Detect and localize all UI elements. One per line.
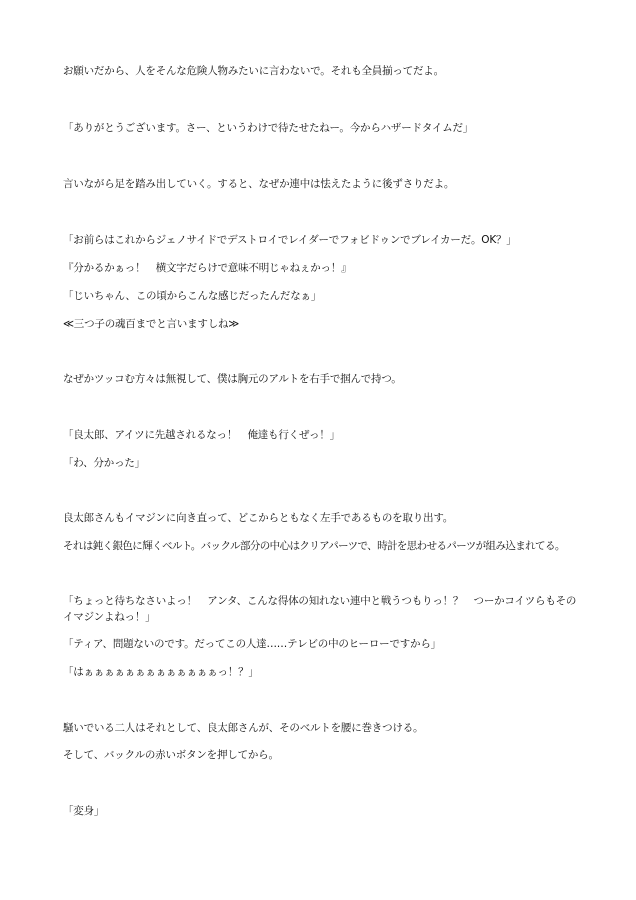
text-line: 「ありがとうございます。さー、というわけで待たせたねー。今からハザードタイムだ」 — [63, 122, 474, 134]
text-line: 「ちょっと待ちなさいよっ！ アンタ、こんな得体の知れない連中と戦うつもりっ！？ つーかコイツらもそのイマジンよねっ！」 — [63, 595, 577, 623]
text-line: ≪三つ子の魂百までと言いますしね≫ — [63, 318, 240, 330]
text-line: 良太郎さんもイマジンに向き直って、どこからともなく左手であるものを取り出す。 — [63, 512, 454, 524]
text-line: 言いながら足を踏み出していく。すると、なぜか連中は怯えたように後ずさりだよ。 — [63, 178, 455, 190]
text-line: そして、バックルの赤いボタンを押してから。 — [63, 749, 279, 761]
text-line: それは鈍く銀色に輝くベルト。バックル部分の中心はクリアパーツで、時計を思わせるパーツが組み込まれてる。 — [63, 540, 565, 552]
text-line: なぜかツッコむ方々は無視して、僕は胸元のアルトを右手で掴んで持つ。 — [63, 373, 402, 385]
text-line: 「はぁぁぁぁぁぁぁぁぁぁぁぁぁっ！？」 — [63, 666, 259, 678]
text-line: 「わ、分かった」 — [63, 457, 145, 469]
text-line: 「良太郎、アイツに先越されるなっ！ 俺達も行くぜっ！」 — [63, 429, 340, 441]
text-line: 「変身」 — [63, 805, 105, 817]
text-line: 騒いでいる二人はそれとして、良太郎さんが、そのベルトを腰に巻きつける。 — [63, 722, 424, 734]
text-line: 「じいちゃん、この頃からこんな感じだったんだなぁ」 — [63, 290, 322, 302]
text-line: 「お前らはこれからジェノサイドでデストロイでレイダーでフォビドゥンでブレイカーだ。OK？」 — [63, 234, 517, 246]
text-line: 『分かるかぁっ！ 横文字だらけで意味不明じゃねぇかっ！』 — [63, 262, 352, 274]
text-line: お願いだから、人をそんな危険人物みたいに言わないで。それも全員揃ってだよ。 — [63, 65, 444, 77]
text-line: 「ティア、問題ないのです。だってこの人達……テレビの中のヒーローですから」 — [63, 638, 441, 650]
